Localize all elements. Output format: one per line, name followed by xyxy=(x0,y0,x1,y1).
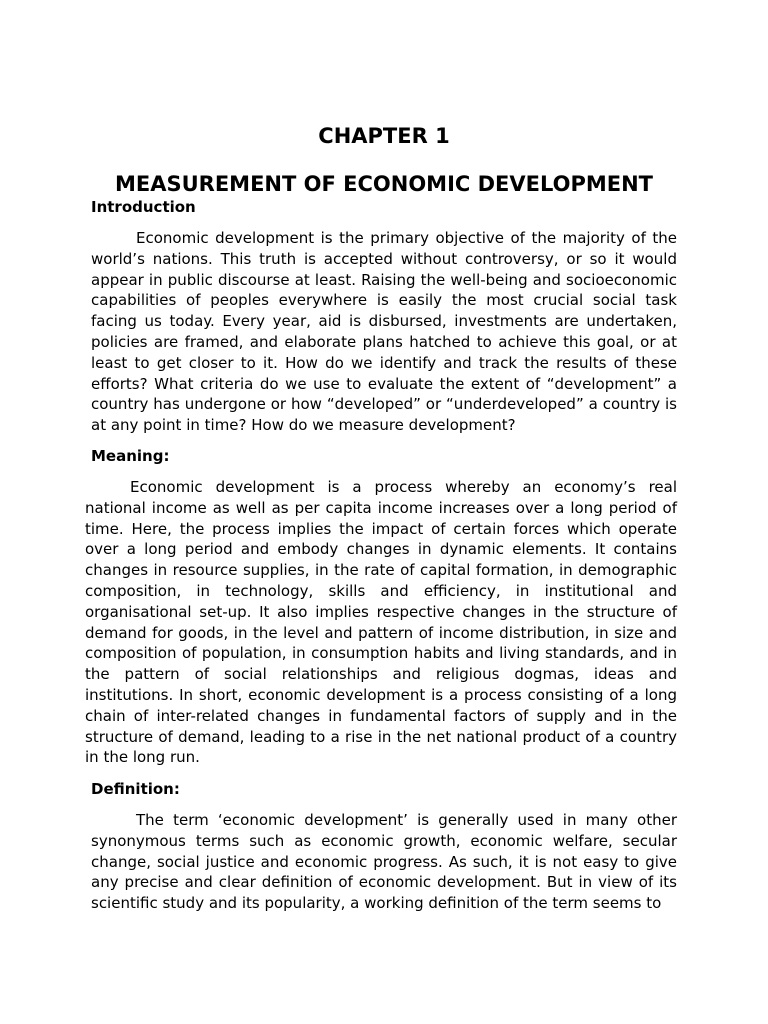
chapter-title: MEASUREMENT OF ECONOMIC DEVELOPMENT xyxy=(114,172,653,197)
definition-paragraph: The term ‘economic development’ is generally used in many other synonymous terms such as economic growth, economic welfare, secular change, social justice and economic progress. As such, it is not easy to give any precise and clear definition of economic development. But in view of its scientific study and its popularity, a working definition of the term seems to xyxy=(91,811,677,913)
introduction-heading: Introduction xyxy=(91,198,196,216)
chapter-label: CHAPTER 1 xyxy=(318,124,450,149)
introduction-paragraph: Economic development is the primary objective of the majority of the world’s nations. This truth is accepted without controversy, or so it would appear in public discourse at least. Raising the well-being and socioeconomic capabilities of peoples everywhere is easily the most crucial social task facing us today. Every year, aid is disbursed, investments are undertaken, policies are framed, and elaborate plans hatched to achieve this goal, or at least to get closer to it. How do we identify and track the results of these efforts? What criteria do we use to evaluate the extent of “development” a country has undergone or how “developed” or “underdeveloped” a country is at any point in time? How do we measure development? xyxy=(91,229,677,435)
meaning-heading: Meaning: xyxy=(91,447,170,465)
meaning-paragraph: Economic development is a process whereby an economy’s real national income as well as per capita income increases over a long period of time. Here, the process implies the impact of certain forces which operate over a long period and embody changes in dynamic elements. It contains changes in resource supplies, in the rate of capital formation, in demographic composition, in technology, skills and efficiency, in institutional and organisational set-up. It also implies respective changes in the structure of demand for goods, in the level and pattern of income distribution, in size and composition of population, in consumption habits and living standards, and in the pattern of social relationships and religious dogmas, ideas and institutions. In short, economic development is a process consisting of a long chain of inter-related changes in fundamental factors of supply and in the structure of demand, leading to a rise in the net national product of a country in the long run. xyxy=(85,478,677,767)
definition-heading: Definition: xyxy=(91,780,180,798)
